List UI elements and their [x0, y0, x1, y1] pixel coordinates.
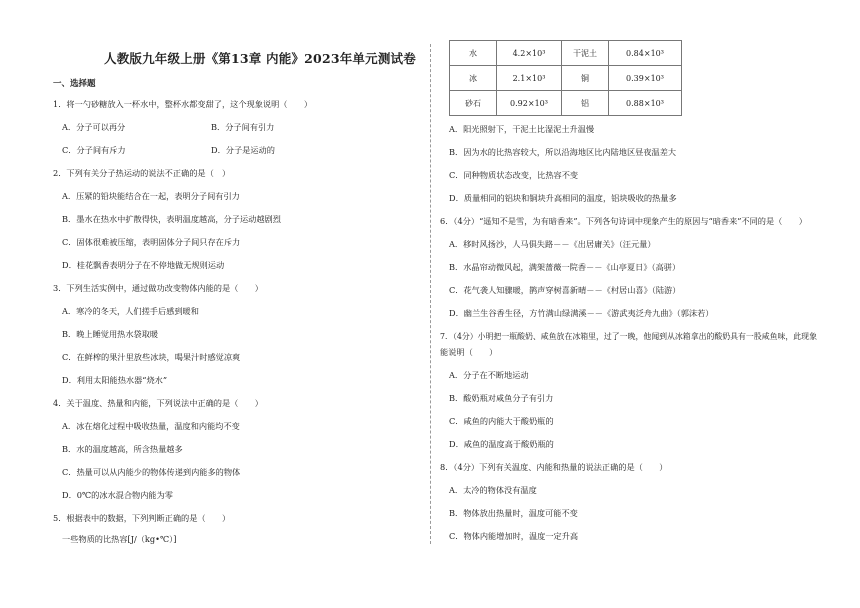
question-7-option-d: D．咸鱼的温度高于酸奶瓶的	[449, 439, 554, 449]
question-7-option-a: A．分子在不断地运动	[449, 370, 529, 380]
table-cell: 0.88×10³	[609, 91, 682, 116]
question-1-option-b: B．分子间有引力	[211, 122, 275, 132]
question-2-option-d: D．桂花飘香表明分子在不停地做无规则运动	[62, 260, 225, 270]
table-cell: 4.2×10³	[497, 41, 562, 66]
question-8-option-b: B．物体放出热量时，温度可能不变	[449, 508, 578, 518]
question-2-stem: 2．下列有关分子热运动的说法不正确的是（ ）	[53, 168, 231, 178]
question-4-option-d: D．0℃的冰水混合物内能为零	[62, 490, 173, 500]
question-2-option-c: C．固体很难被压缩，表明固体分子间只存在斥力	[62, 237, 241, 247]
question-6-option-a: A．移时风扬沙，人马俱失路－－《出居庸关》（汪元量）	[449, 239, 656, 249]
specific-heat-table	[449, 40, 682, 116]
question-4-stem: 4．关于温度、热量和内能，下列说法中正确的是（ ）	[53, 398, 263, 408]
section-heading: 一、选择题	[53, 79, 96, 89]
question-7-stem: 7．（4分）小明把一瓶酸奶、咸鱼放在冰箱里，过了一晚，他闻到从冰箱拿出的酸奶具有一股咸鱼味，此现象	[440, 332, 817, 341]
table-row	[450, 41, 682, 66]
question-2-option-a: A．压紧的铅块能结合在一起，表明分子间有引力	[62, 191, 240, 201]
question-6-option-b: B．水晶帘动微风起，满架蔷薇一院香－－《山亭夏日》（高骈）	[449, 262, 681, 272]
table-cell: 2.1×10³	[497, 66, 562, 91]
table-cell: 0.84×10³	[609, 41, 682, 66]
table-row	[450, 91, 682, 116]
question-1-option-d: D．分子是运动的	[211, 145, 275, 155]
question-3-option-c: C．在鲜榨的果汁里放些冰块，喝果汁时感觉凉爽	[62, 352, 241, 362]
question-4-option-b: B．水的温度越高，所含热量越多	[62, 444, 183, 454]
question-2-option-b: B．墨水在热水中扩散得快，表明温度越高，分子运动越剧烈	[62, 214, 281, 224]
question-7-option-c: C．咸鱼的内能大于酸奶瓶的	[449, 416, 554, 426]
question-5-option-d: D．质量相同的铝块和铜块升高相同的温度，铝块吸收的热量多	[449, 193, 677, 203]
question-8-option-a: A．太冷的物体没有温度	[449, 485, 537, 495]
question-4-option-c: C．热量可以从内能少的物体传递到内能多的物体	[62, 467, 241, 477]
question-7-stem-continued: 能说明（ ）	[440, 347, 498, 357]
table-cell: 0.92×10³	[497, 91, 562, 116]
question-7-option-b: B．酸奶瓶对咸鱼分子有引力	[449, 393, 554, 403]
table-cell: 铜	[562, 66, 609, 91]
question-3-option-d: D．利用太阳能热水器“烧水”	[62, 375, 167, 385]
question-3-stem: 3．下列生活实例中，通过做功改变物体内能的是（ ）	[53, 283, 263, 293]
table-cell: 水	[450, 41, 497, 66]
question-1-stem: 1．将一勺砂糖放入一杯水中，整杯水都变甜了，这个现象说明（ ）	[53, 99, 313, 109]
table-cell: 铝	[562, 91, 609, 116]
table-caption: 一些物质的比热容[J/（kg•℃）]	[62, 534, 177, 544]
question-4-option-a: A．冰在熔化过程中吸收热量，温度和内能均不变	[62, 421, 240, 431]
question-3-option-a: A．寒冷的冬天，人们搓手后感到暖和	[62, 306, 199, 316]
table-row	[450, 66, 682, 91]
question-6-option-d: D．幽兰生谷香生径，方竹满山绿满溪－－《游武夷泛舟九曲》（郭沫若）	[449, 308, 714, 318]
question-3-option-b: B．晚上睡觉用热水袋取暖	[62, 329, 159, 339]
column-divider	[430, 44, 431, 544]
question-1-option-a: A．分子可以再分	[62, 122, 126, 132]
table-cell: 干泥土	[562, 41, 609, 66]
question-1-option-c: C．分子间有斥力	[62, 145, 126, 155]
question-8-option-c: C．物体内能增加时，温度一定升高	[449, 531, 579, 541]
table-cell: 0.39×10³	[609, 66, 682, 91]
table-cell: 冰	[450, 66, 497, 91]
question-8-stem: 8．（4分）下列有关温度、内能和热量的说法正确的是（ ）	[440, 462, 668, 472]
question-6-option-c: C．花气袭人知骤暖，鹊声穿树喜新晴－－《村居山喜》（陆游）	[449, 285, 681, 295]
question-6-stem: 6．（4分）“遥知不是雪，为有暗香来”。下列各句诗词中现象产生的原因与“暗香来”不同的是（ ）	[440, 216, 807, 226]
question-5-option-c: C．同种物质状态改变，比热容不变	[449, 170, 579, 180]
table-cell: 砂石	[450, 91, 497, 116]
question-5-option-b: B．因为水的比热容较大，所以沿海地区比内陆地区昼夜温差大	[449, 147, 677, 157]
question-5-option-a: A．阳光照射下，干泥土比湿泥土升温慢	[449, 124, 595, 134]
page-title: 人教版九年级上册《第13章 内能》2023年单元测试卷	[104, 51, 416, 66]
question-5-stem: 5．根据表中的数据，下列判断正确的是（ ）	[53, 513, 231, 523]
